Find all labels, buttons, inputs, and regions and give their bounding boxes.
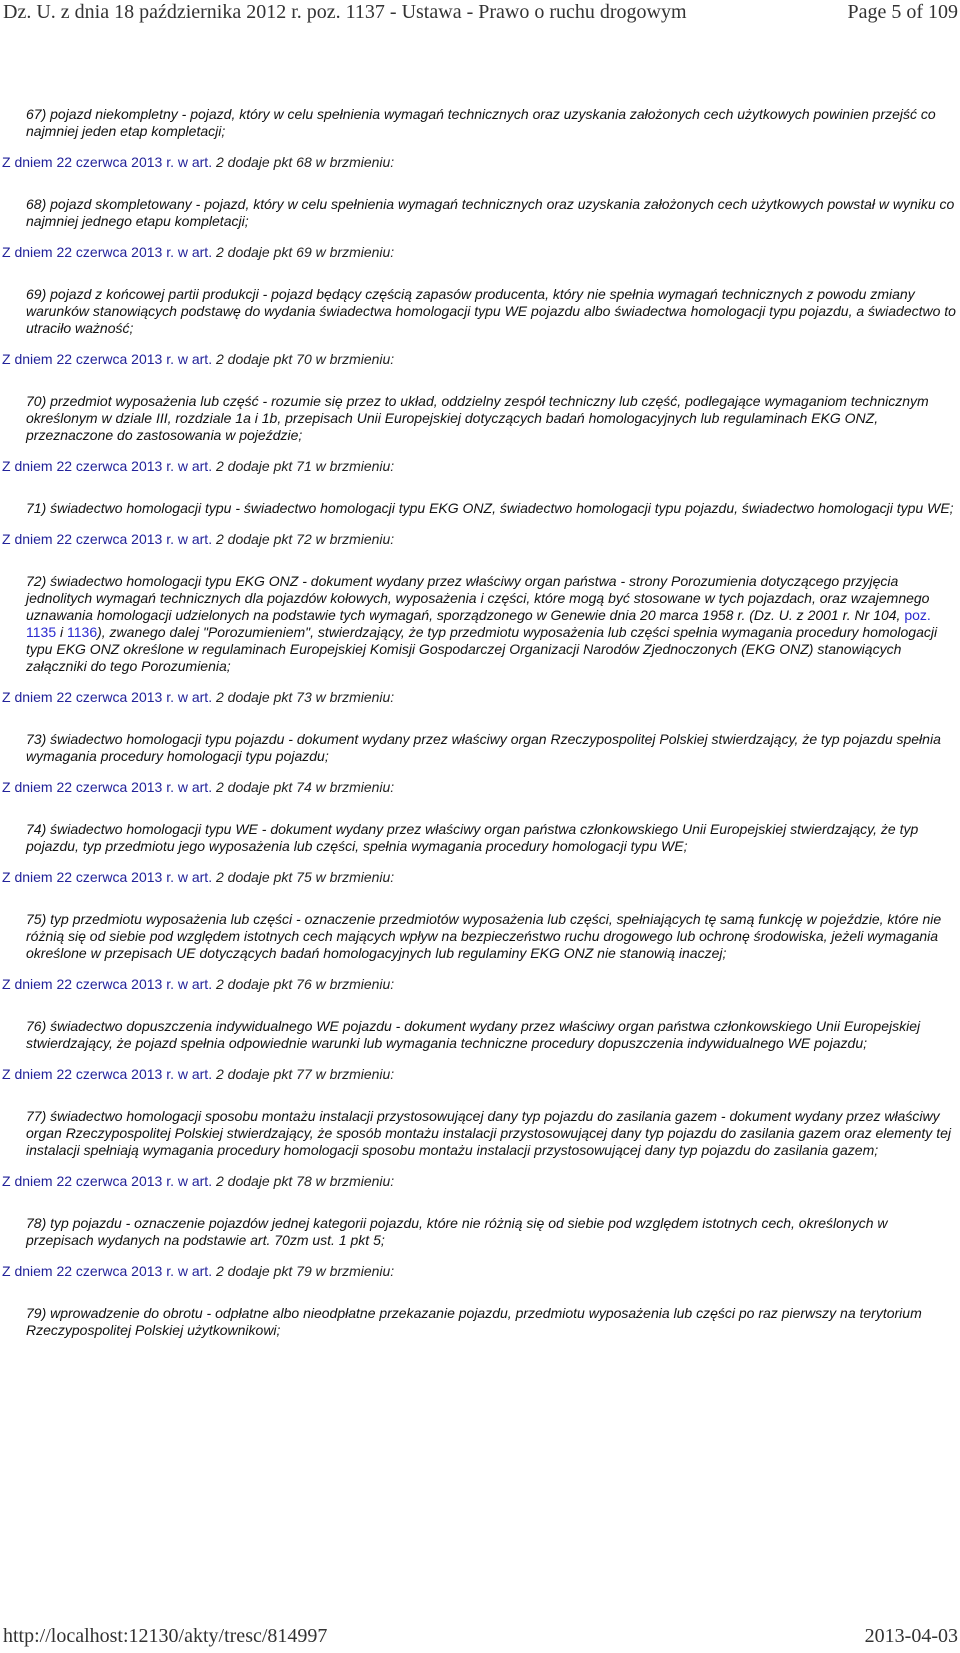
- document-title: Dz. U. z dnia 18 października 2012 r. poz. 1137 - Ustawa - Prawo o ruchu drogowym: [3, 1, 687, 23]
- page-header: [0, 0, 960, 30]
- amendment-note: Z dniem 22 czerwca 2013 r. w art. 2 dodaje pkt 73 w brzmieniu:: [2, 689, 395, 705]
- definition-item: 72) świadectwo homologacji typu EKG ONZ - dokument wydany przez właściwy organ państwa - strony Porozumienia dotyczącego przyjęcia jednolitych wymagań technicznych dla pojazdów kołowych, wyposażenia i części, które mogą być stosowane w tych pojazdach, oraz wzajemnego uznawania homologacji udzielonych na podstawie tych wymagań, sporządzonego w Genewie dnia 20 marca 1958 r. (Dz. U. z 2001 r. Nr 104, poz. 1135 i 1136), zwanego dalej "Porozumieniem", stwierdzający, że typ przedmiotu wyposażenia lub części spełnia wymagania procedury homologacji typu EKG ONZ określone w regulaminach Europejskiej Komisji Gospodarczej Organizacji Narodów Zjednoczonych (EKG ONZ) stanowiących załączniki do tego Porozumienia;: [26, 573, 938, 674]
- definition-item: 69) pojazd z końcowej partii produkcji - pojazd będący częścią zapasów producenta, który nie spełnia wymagań technicznych z powodu zmiany warunków stanowiących podstawę do wydania świadectwa homologacji typu WE pojazdu albo świadectwa homologacji typu pojazdu, a świadectwo to utraciło ważność;: [26, 286, 956, 336]
- document-body: [0, 106, 960, 1339]
- amendment-note: Z dniem 22 czerwca 2013 r. w art. 2 dodaje pkt 74 w brzmieniu:: [2, 779, 395, 795]
- definition-item: 74) świadectwo homologacji typu WE - dokument wydany przez właściwy organ państwa członkowskiego Unii Europejskiej stwierdzający, że typ pojazdu, typ przedmiotu jego wyposażenia lub części, spełnia wymagania procedury homologacji typu WE;: [26, 821, 919, 854]
- amendment-note: Z dniem 22 czerwca 2013 r. w art. 2 dodaje pkt 70 w brzmieniu:: [2, 351, 395, 367]
- amendment-note: Z dniem 22 czerwca 2013 r. w art. 2 dodaje pkt 79 w brzmieniu:: [2, 1263, 395, 1279]
- amendment-note: Z dniem 22 czerwca 2013 r. w art. 2 dodaje pkt 76 w brzmieniu:: [2, 976, 395, 992]
- definition-item: 75) typ przedmiotu wyposażenia lub części - oznaczenie przedmiotów wyposażenia lub części, spełniających tę samą funkcję w pojeździe, które nie różnią się od siebie pod względem istotnych cech mających wpływ na bezpieczeństwo ruchu drogowego lub ochronę środowiska, jeżeli wymagania określone w przepisach UE dotyczących badań homologacyjnych lub regulaminy EKG ONZ nie stanowią inaczej;: [26, 911, 942, 961]
- definition-item: 68) pojazd skompletowany - pojazd, który w celu spełnienia wymagań technicznych oraz uzyskania założonych cech użytkowych powstał w wyniku co najmniej jednego etapu kompletacji;: [26, 196, 955, 229]
- definition-item: 71) świadectwo homologacji typu - świadectwo homologacji typu EKG ONZ, świadectwo homologacji typu pojazdu, świadectwo homologacji typu WE;: [26, 500, 954, 516]
- amendment-note: Z dniem 22 czerwca 2013 r. w art. 2 dodaje pkt 68 w brzmieniu:: [2, 154, 395, 170]
- definition-item: 79) wprowadzenie do obrotu - odpłatne albo nieodpłatne przekazanie pojazdu, przedmiotu wyposażenia lub części po raz pierwszy na terytorium Rzeczypospolitej Polskiej użytkownikowi;: [26, 1305, 922, 1338]
- law-reference-link[interactable]: 1136: [67, 624, 98, 640]
- page-number: Page 5 of 109: [847, 1, 958, 23]
- law-reference-link[interactable]: poz. 1135: [26, 607, 931, 640]
- amendment-note: Z dniem 22 czerwca 2013 r. w art. 2 dodaje pkt 72 w brzmieniu:: [2, 531, 395, 547]
- amendment-note: Z dniem 22 czerwca 2013 r. w art. 2 dodaje pkt 75 w brzmieniu:: [2, 869, 395, 885]
- definition-item: 78) typ pojazdu - oznaczenie pojazdów jednej kategorii pojazdu, które nie różnią się od siebie pod względem istotnych cech, określonych w przepisach wydanych na podstawie art. 70zm ust. 1 pkt 5;: [26, 1215, 888, 1248]
- amendment-note: Z dniem 22 czerwca 2013 r. w art. 2 dodaje pkt 78 w brzmieniu:: [2, 1173, 395, 1189]
- definition-item: 73) świadectwo homologacji typu pojazdu - dokument wydany przez właściwy organ Rzeczypospolitej Polskiej stwierdzający, że typ pojazdu spełnia wymagania procedury homologacji typu pojazdu;: [26, 731, 941, 764]
- amendment-note: Z dniem 22 czerwca 2013 r. w art. 2 dodaje pkt 69 w brzmieniu:: [2, 244, 395, 260]
- print-date: 2013-04-03: [864, 1625, 958, 1647]
- definition-item: 67) pojazd niekompletny - pojazd, który w celu spełnienia wymagań technicznych oraz uzyskania założonych cech użytkowych powinien przejść co najmniej jeden etap kompletacji;: [26, 106, 936, 139]
- definition-item: 77) świadectwo homologacji sposobu montażu instalacji przystosowującej dany typ pojazdu do zasilania gazem - dokument wydany przez właściwy organ Rzeczypospolitej Polskiej stwierdzający, że sposób montażu instalacji przystosowującej dany typ pojazdu do zasilania gazem oraz elementy tej instalacji spełniają wymagania procedury homologacji sposobu montażu instalacji przystosowującej dany typ pojazdu do zasilania gazem;: [26, 1108, 951, 1158]
- amendment-note: Z dniem 22 czerwca 2013 r. w art. 2 dodaje pkt 77 w brzmieniu:: [2, 1066, 395, 1082]
- amendment-note: Z dniem 22 czerwca 2013 r. w art. 2 dodaje pkt 71 w brzmieniu:: [2, 458, 395, 474]
- page-footer: [0, 1625, 960, 1653]
- definition-item: 76) świadectwo dopuszczenia indywidualnego WE pojazdu - dokument wydany przez właściwy organ państwa członkowskiego Unii Europejskiej stwierdzający, że pojazd spełnia odpowiednie warunki lub wymagania techniczne procedury dopuszczenia indywidualnego WE pojazdu;: [26, 1018, 921, 1051]
- definition-item: 70) przedmiot wyposażenia lub część - rozumie się przez to układ, oddzielny zespół techniczny lub część, podlegające wymaganiom technicznym określonym w dziale III, rozdziale 1a i 1b, przepisach Unii Europejskiej dotyczących badań homologacyjnych lub regulaminach EKG ONZ, przeznaczone do zastosowania w pojeździe;: [26, 393, 929, 443]
- source-url: http://localhost:12130/akty/tresc/814997: [3, 1625, 328, 1647]
